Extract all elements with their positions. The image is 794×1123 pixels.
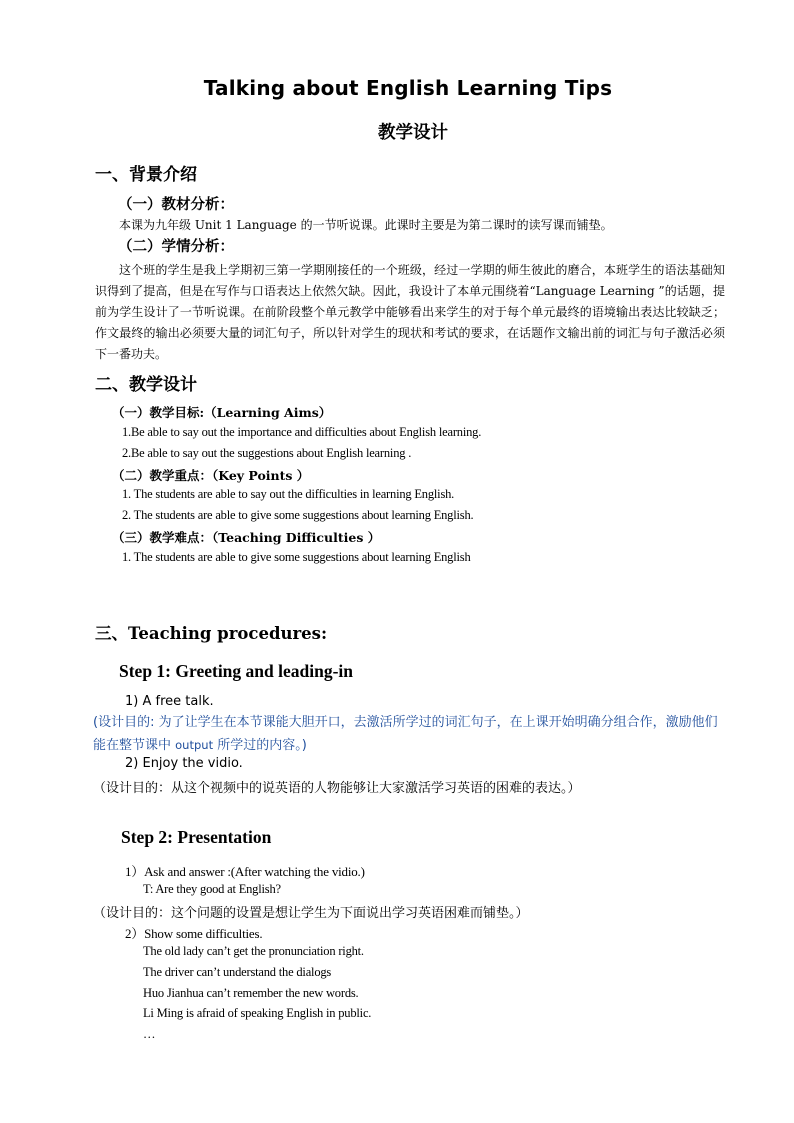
- section1-sub2-text: 这个班的学生是我上学期初三第一学期刚接任的一个班级，经过一学期的师生彼此的磨合，本班学生的语法基础知识得到了提高，但是在写作与口语表达上依然欠缺。因此，我设计了本单元围绕着“Language Learning ”的话题，提前为学生设计了一节听说课。在前阶段整个单元教学中能够看出来学生的对于每个单元最终的语境输出表达比较缺乏；作文最终的输出必须要大量的词汇句子，所以针对学生的现状和考试的要求，在话题作文输出前的词汇与句子激活必须下一番功夫。: [95, 263, 725, 361]
- step2-item1: 1）Ask and answer :(After watching the vidio.): [125, 864, 365, 879]
- step2-question: T: Are they good at English?: [143, 882, 281, 896]
- section1-sub2-paragraph: [95, 260, 725, 365]
- step1-item1: 1) A free talk.: [125, 694, 214, 709]
- section1-sub1-heading: （一）教材分析：: [118, 197, 234, 213]
- difficulty-line: Huo Jianhua can’t remember the new words.: [143, 986, 359, 1000]
- difficulty-line: Li Ming is afraid of speaking English in public.: [143, 1006, 372, 1020]
- keypoints-item: 2. The students are able to give some suggestions about learning English.: [122, 508, 474, 522]
- keypoints-item: 1. The students are able to say out the difficulties in learning English.: [122, 487, 455, 501]
- section3-heading: 三、Teaching procedures:: [95, 624, 328, 643]
- step1-design-text-b: 所学过的内容。): [213, 738, 307, 753]
- step1-heading: Step 1: Greeting and leading-in: [119, 661, 354, 681]
- step1-design-text-a: (设计目的: 为了让学生在本节课能大胆开口，去激活所学过的词汇句子，在上课开始明确分组合作，激励他们能在整节课中: [93, 715, 718, 753]
- aims-heading: （一）教学目标:（Learning Aims）: [112, 405, 332, 420]
- step2-heading: Step 2: Presentation: [121, 827, 272, 847]
- aims-item: 2.Be able to say out the suggestions about English learning .: [122, 446, 412, 460]
- difficulty-line: The old lady can’t get the pronunciation right.: [143, 944, 364, 958]
- output-word: output: [175, 738, 214, 752]
- step1-design-note: [93, 712, 725, 757]
- difficulties-item: 1. The students are able to give some suggestions about learning English: [122, 550, 471, 564]
- section1-sub1-text: 本课为九年级 Unit 1 Language 的一节听说课。此课时主要是为第二课时的读写课而铺垫。: [119, 218, 613, 232]
- aims-item: 1.Be able to say out the importance and difficulties about English learning.: [122, 425, 482, 439]
- document-subtitle: 教学设计: [378, 123, 448, 143]
- difficulties-heading: （三）教学难点：（Teaching Difficulties ）: [112, 530, 381, 545]
- step1-design-note-2: （设计目的：从这个视频中的说英语的人物能够让大家激活学习英语的困难的表达。）: [93, 781, 581, 796]
- keypoints-heading: （二）教学重点：（Key Points ）: [112, 468, 310, 483]
- difficulty-line: The driver can’t understand the dialogs: [143, 965, 332, 979]
- ellipsis: …: [143, 1027, 156, 1041]
- section2-heading: 二、教学设计: [95, 375, 197, 395]
- step2-item2: 2）Show some difficulties.: [125, 926, 263, 941]
- step1-item2: 2) Enjoy the vidio.: [125, 756, 243, 771]
- document-title: Talking about English Learning Tips: [203, 76, 613, 100]
- section1-heading: 一、背景介绍: [95, 165, 197, 185]
- section1-sub2-heading: （二）学情分析：: [118, 239, 234, 255]
- step2-design-note: （设计目的：这个问题的设置是想让学生为下面说出学习英语困难而铺垫。）: [93, 906, 529, 921]
